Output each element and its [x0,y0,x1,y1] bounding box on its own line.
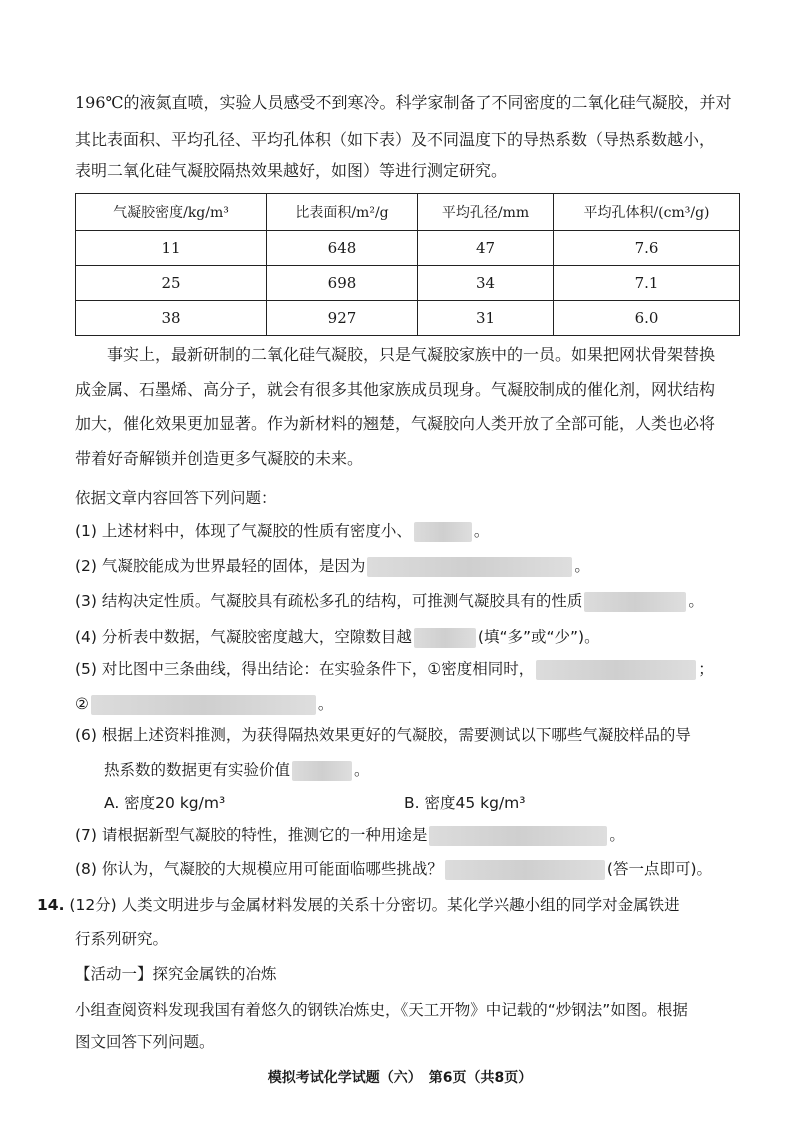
question-text: 。 [688,592,704,610]
table-row [76,301,740,336]
question-14-line-4: 图文回答下列问题。 [75,1033,215,1051]
question-text: (填“多”或“少”)。 [477,628,600,646]
paragraph2-line-2: 成金属、石墨烯、高分子，就会有很多其他家族成员现身。气凝胶制成的催化剂，网状结构 [75,380,716,399]
questions-prompt: 依据文章内容回答下列问题： [75,489,277,507]
question-text: 。 [354,761,370,779]
question-6-line-2 [104,758,784,782]
table-header-row [76,194,740,231]
question-number: 14. [37,896,65,914]
table-cell: 31 [418,301,554,336]
table-cell: 7.1 [554,266,740,301]
option-b[interactable]: B. 密度45 kg/m³ [404,794,526,812]
table-cell: 648 [267,231,418,266]
table-cell: 698 [267,266,418,301]
question-text: 。 [609,826,625,844]
table-cell: 7.6 [554,231,740,266]
intro-line-2: 其比表面积、平均孔径、平均孔体积（如下表）及不同温度下的导热系数（导热系数越小， [75,130,716,149]
question-2 [75,554,755,578]
answer-blank[interactable] [536,660,696,680]
table-cell: 34 [418,266,554,301]
question-5 [75,657,755,681]
aerogel-data-table [75,193,740,336]
intro-line-1: 196℃的液氮直喷，实验人员感受不到寒冷。科学家制备了不同密度的二氧化硅气凝胶，并对 [75,93,732,112]
answer-blank[interactable] [91,695,316,715]
paragraph2-line-3: 加大，催化效果更加显著。作为新材料的翘楚，气凝胶向人类开放了全部可能，人类也必将 [75,414,716,433]
question-3 [75,589,755,613]
question-text: (1) 上述材料中，体现了气凝胶的性质有密度小、 [75,522,412,540]
table-header: 平均孔径/mm [418,194,554,231]
question-text: (3) 结构决定性质。气凝胶具有疏松多孔的结构，可推测气凝胶具有的性质 [75,592,583,610]
question-text: 。 [574,557,590,575]
question-text: (答一点即可)。 [606,860,712,878]
table-cell: 927 [267,301,418,336]
question-text: (4) 分析表中数据，气凝胶密度越大，空隙数目越 [75,628,412,646]
page-footer: 模拟考试化学试题（六） 第6页（共8页） [267,1070,533,1086]
intro-line-3: 表明二氧化硅气凝胶隔热效果越好，如图）等进行测定研究。 [75,161,508,180]
table-row [76,266,740,301]
table-cell: 47 [418,231,554,266]
question-6-line-1: (6) 根据上述资料推测，为获得隔热效果更好的气凝胶，需要测试以下哪些气凝胶样品的导 [75,726,691,744]
question-7 [75,823,755,847]
question-5-part-2 [75,692,755,716]
table-row [76,231,740,266]
question-text: (8) 你认为，气凝胶的大规模应用可能面临哪些挑战？ [75,860,443,878]
answer-blank[interactable] [584,592,686,612]
answer-blank[interactable] [292,761,352,781]
question-text: 热系数的数据更有实验价值 [104,761,291,779]
table-cell: 6.0 [554,301,740,336]
question-text: (12分) 人类文明进步与金属材料发展的关系十分密切。某化学兴趣小组的同学对金属铁进 [69,896,680,914]
question-14-line-2: 行系列研究。 [75,930,169,948]
table-cell: 11 [76,231,267,266]
question-4 [75,625,755,649]
table-header: 气凝胶密度/kg/m³ [76,194,267,231]
question-text: ； [698,660,714,678]
question-text: ② [75,695,89,713]
question-text: (7) 请根据新型气凝胶的特性，推测它的一种用途是 [75,826,428,844]
activity-heading: 【活动一】探究金属铁的冶炼 [75,965,277,983]
answer-blank[interactable] [414,522,472,542]
answer-blank[interactable] [429,826,607,846]
question-14-line-1 [37,893,717,917]
question-8 [75,857,755,881]
question-text: 。 [473,522,490,540]
question-6-options [104,791,784,815]
table-header: 平均孔体积/(cm³/g) [554,194,740,231]
answer-blank[interactable] [414,628,476,648]
question-text: (5) 对比图中三条曲线，得出结论：在实验条件下，①密度相同时， [75,660,535,678]
option-a[interactable]: A. 密度20 kg/m³ [104,794,226,812]
question-text: 。 [317,695,334,713]
table-cell: 25 [76,266,267,301]
answer-blank[interactable] [445,860,605,880]
question-1 [75,519,755,543]
question-text: (2) 气凝胶能成为世界最轻的固体，是因为 [75,557,366,575]
question-14-line-3: 小组查阅资料发现我国有着悠久的钢铁冶炼史，《天工开物》中记载的“炒钢法”如图。根据 [75,1001,688,1019]
table-header: 比表面积/m²/g [267,194,418,231]
paragraph2-line-1: 事实上，最新研制的二氧化硅气凝胶，只是气凝胶家族中的一员。如果把网状骨架替换 [107,345,716,364]
answer-blank[interactable] [367,557,572,577]
paragraph2-line-4: 带着好奇解锁并创造更多气凝胶的未来。 [75,449,364,468]
table-cell: 38 [76,301,267,336]
